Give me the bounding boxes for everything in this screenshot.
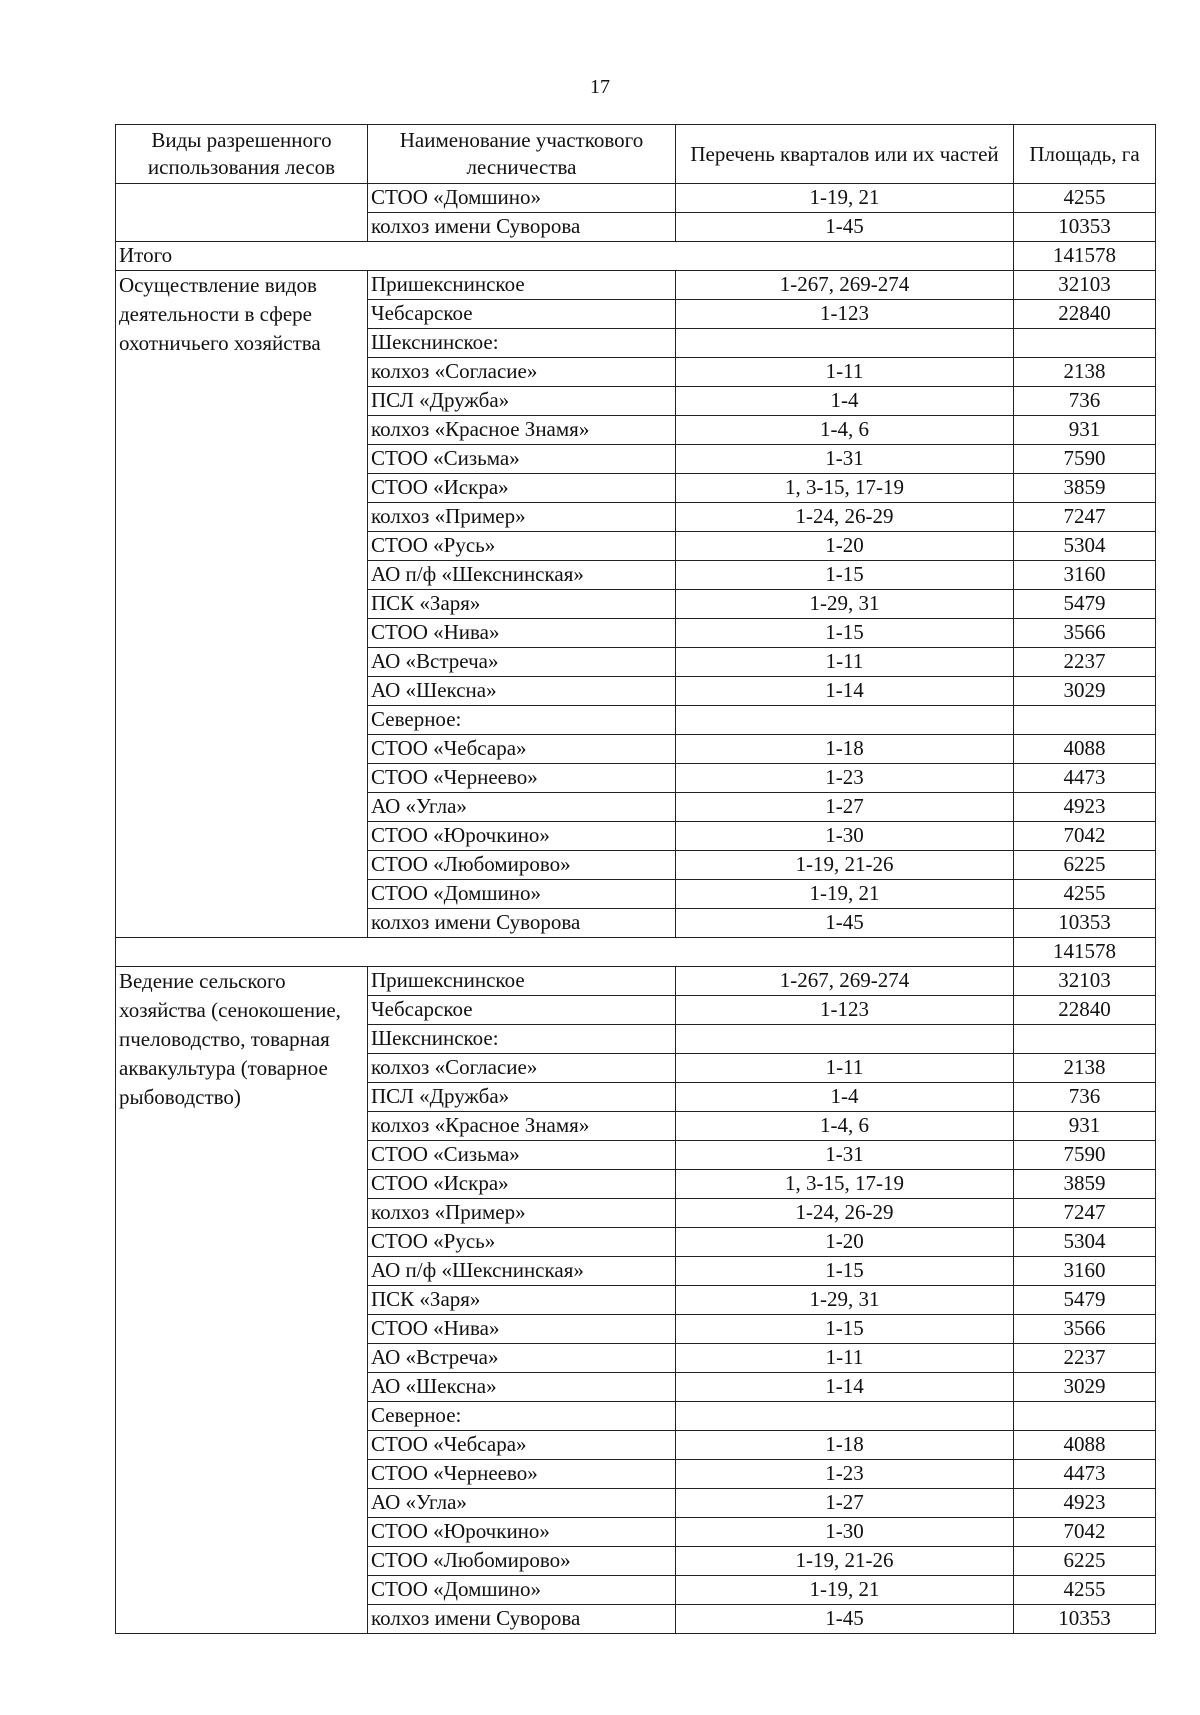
quarters-list: 1-123: [676, 300, 1014, 329]
forestry-name: колхоз «Согласие»: [368, 358, 676, 387]
area-value: 931: [1014, 1112, 1156, 1141]
total-area: 141578: [1014, 242, 1156, 271]
quarters-list: 1-29, 31: [676, 590, 1014, 619]
quarters-list: 1-4, 6: [676, 1112, 1014, 1141]
area-value: 931: [1014, 416, 1156, 445]
header-area: Площадь, га: [1014, 125, 1156, 184]
area-value: 2138: [1014, 1054, 1156, 1083]
forestry-name: колхоз «Пример»: [368, 1199, 676, 1228]
quarters-list: [676, 1402, 1014, 1431]
use-type: Ведение сельского хозяйства (сенокошение, пчеловодство, товарная аквакультура (товарное рыбоводство): [116, 967, 368, 1634]
forestry-name: Северное:: [368, 706, 676, 735]
quarters-list: 1-45: [676, 1605, 1014, 1634]
forestry-name: Чебсарское: [368, 300, 676, 329]
forestry-name: СТОО «Домшино»: [368, 1576, 676, 1605]
total-row: [116, 242, 1156, 271]
quarters-list: 1-19, 21-26: [676, 851, 1014, 880]
area-value: 7247: [1014, 1199, 1156, 1228]
area-value: 7042: [1014, 1518, 1156, 1547]
area-value: 10353: [1014, 213, 1156, 242]
forestry-name: АО «Встреча»: [368, 1344, 676, 1373]
area-value: [1014, 1025, 1156, 1054]
forestry-name: СТОО «Сизьма»: [368, 445, 676, 474]
forestry-name: СТОО «Русь»: [368, 1228, 676, 1257]
area-value: 3160: [1014, 1257, 1156, 1286]
quarters-list: 1-15: [676, 1315, 1014, 1344]
quarters-list: 1-19, 21: [676, 1576, 1014, 1605]
quarters-list: 1-18: [676, 1431, 1014, 1460]
table-row: [116, 271, 1156, 300]
area-value: 5304: [1014, 532, 1156, 561]
forestry-name: СТОО «Чернеево»: [368, 1460, 676, 1489]
forestry-name: СТОО «Искра»: [368, 1170, 676, 1199]
forestry-name: колхоз «Согласие»: [368, 1054, 676, 1083]
forestry-name: Пришекснинское: [368, 967, 676, 996]
quarters-list: 1, 3-15, 17-19: [676, 1170, 1014, 1199]
area-value: 2138: [1014, 358, 1156, 387]
quarters-list: [676, 1025, 1014, 1054]
forestry-name: колхоз «Красное Знамя»: [368, 416, 676, 445]
quarters-list: 1-19, 21: [676, 184, 1014, 213]
forestry-name: СТОО «Юрочкино»: [368, 822, 676, 851]
quarters-list: 1, 3-15, 17-19: [676, 474, 1014, 503]
forestry-name: АО п/ф «Шекснинская»: [368, 1257, 676, 1286]
area-value: [1014, 329, 1156, 358]
forestry-name: Шекснинское:: [368, 1025, 676, 1054]
quarters-list: 1-14: [676, 677, 1014, 706]
area-value: 4255: [1014, 184, 1156, 213]
area-value: 4473: [1014, 1460, 1156, 1489]
quarters-list: 1-11: [676, 1054, 1014, 1083]
forestry-name: АО «Угла»: [368, 1489, 676, 1518]
quarters-list: 1-4, 6: [676, 416, 1014, 445]
forestry-name: колхоз имени Суворова: [368, 909, 676, 938]
forestry-name: СТОО «Сизьма»: [368, 1141, 676, 1170]
area-value: 3029: [1014, 677, 1156, 706]
area-value: 4923: [1014, 1489, 1156, 1518]
quarters-list: 1-20: [676, 532, 1014, 561]
quarters-list: 1-15: [676, 561, 1014, 590]
area-value: 7247: [1014, 503, 1156, 532]
quarters-list: 1-4: [676, 387, 1014, 416]
forestry-name: колхоз «Красное Знамя»: [368, 1112, 676, 1141]
area-value: 3566: [1014, 619, 1156, 648]
forestry-name: СТОО «Искра»: [368, 474, 676, 503]
quarters-list: 1-20: [676, 1228, 1014, 1257]
area-value: 4473: [1014, 764, 1156, 793]
area-value: 736: [1014, 1083, 1156, 1112]
area-value: [1014, 706, 1156, 735]
area-value: 7590: [1014, 1141, 1156, 1170]
area-value: 3029: [1014, 1373, 1156, 1402]
forestry-name: СТОО «Домшино»: [368, 184, 676, 213]
area-value: 22840: [1014, 996, 1156, 1025]
area-value: 10353: [1014, 1605, 1156, 1634]
quarters-list: 1-24, 26-29: [676, 1199, 1014, 1228]
forestry-name: АО «Встреча»: [368, 648, 676, 677]
area-value: 2237: [1014, 648, 1156, 677]
quarters-list: 1-123: [676, 996, 1014, 1025]
quarters-list: 1-15: [676, 619, 1014, 648]
quarters-list: 1-30: [676, 1518, 1014, 1547]
area-value: 5479: [1014, 1286, 1156, 1315]
area-value: 32103: [1014, 967, 1156, 996]
area-value: 5479: [1014, 590, 1156, 619]
total-label: Итого: [116, 242, 1014, 271]
forestry-name: СТОО «Чебсара»: [368, 735, 676, 764]
forestry-name: колхоз имени Суворова: [368, 213, 676, 242]
quarters-list: 1-11: [676, 648, 1014, 677]
forestry-name: СТОО «Домшино»: [368, 880, 676, 909]
area-value: 4088: [1014, 1431, 1156, 1460]
header-name: Наименование участкового лесничества: [368, 125, 676, 184]
use-type: Осуществление видов деятельности в сфере охотничьего хозяйства: [116, 271, 368, 938]
quarters-list: 1-4: [676, 1083, 1014, 1112]
area-value: 6225: [1014, 851, 1156, 880]
area-value: 3566: [1014, 1315, 1156, 1344]
area-value: 4923: [1014, 793, 1156, 822]
forestry-name: СТОО «Любомирово»: [368, 1547, 676, 1576]
area-value: 3859: [1014, 474, 1156, 503]
quarters-list: 1-45: [676, 909, 1014, 938]
quarters-list: 1-11: [676, 1344, 1014, 1373]
quarters-list: 1-14: [676, 1373, 1014, 1402]
area-value: 4255: [1014, 1576, 1156, 1605]
area-value: 4255: [1014, 880, 1156, 909]
forestry-name: СТОО «Нива»: [368, 1315, 676, 1344]
quarters-list: 1-29, 31: [676, 1286, 1014, 1315]
subtotal-label-empty: [116, 938, 1014, 967]
forestry-name: Пришекснинское: [368, 271, 676, 300]
area-value: 2237: [1014, 1344, 1156, 1373]
area-value: 3859: [1014, 1170, 1156, 1199]
forestry-name: АО «Шексна»: [368, 677, 676, 706]
area-value: 7590: [1014, 445, 1156, 474]
forestry-name: ПСК «Заря»: [368, 1286, 676, 1315]
quarters-list: 1-23: [676, 764, 1014, 793]
forestry-name: Чебсарское: [368, 996, 676, 1025]
area-value: 22840: [1014, 300, 1156, 329]
quarters-list: [676, 329, 1014, 358]
table-body: [116, 184, 1156, 1634]
table-header-row: [116, 125, 1156, 184]
quarters-list: 1-27: [676, 1489, 1014, 1518]
forest-use-table: [115, 124, 1156, 1634]
quarters-list: 1-31: [676, 1141, 1014, 1170]
forestry-name: колхоз «Пример»: [368, 503, 676, 532]
forestry-name: Северное:: [368, 1402, 676, 1431]
forestry-name: АО п/ф «Шекснинская»: [368, 561, 676, 590]
forestry-name: ПСЛ «Дружба»: [368, 1083, 676, 1112]
subtotal-row: [116, 938, 1156, 967]
header-use: Виды разрешенного использования лесов: [116, 125, 368, 184]
forestry-name: Шекснинское:: [368, 329, 676, 358]
forestry-name: ПСК «Заря»: [368, 590, 676, 619]
quarters-list: [676, 706, 1014, 735]
area-value: [1014, 1402, 1156, 1431]
quarters-list: 1-267, 269-274: [676, 271, 1014, 300]
quarters-list: 1-30: [676, 822, 1014, 851]
forestry-name: СТОО «Любомирово»: [368, 851, 676, 880]
quarters-list: 1-15: [676, 1257, 1014, 1286]
forestry-name: СТОО «Нива»: [368, 619, 676, 648]
subtotal-area: 141578: [1014, 938, 1156, 967]
area-value: 32103: [1014, 271, 1156, 300]
quarters-list: 1-19, 21: [676, 880, 1014, 909]
area-value: 5304: [1014, 1228, 1156, 1257]
quarters-list: 1-19, 21-26: [676, 1547, 1014, 1576]
quarters-list: 1-23: [676, 1460, 1014, 1489]
area-value: 4088: [1014, 735, 1156, 764]
forestry-name: АО «Шексна»: [368, 1373, 676, 1402]
use-cell-empty: [116, 184, 368, 242]
forestry-name: ПСЛ «Дружба»: [368, 387, 676, 416]
forestry-name: СТОО «Юрочкино»: [368, 1518, 676, 1547]
forestry-name: АО «Угла»: [368, 793, 676, 822]
area-value: 3160: [1014, 561, 1156, 590]
area-value: 7042: [1014, 822, 1156, 851]
header-quarters: Перечень кварталов или их частей: [676, 125, 1014, 184]
quarters-list: 1-267, 269-274: [676, 967, 1014, 996]
area-value: 6225: [1014, 1547, 1156, 1576]
forestry-name: СТОО «Чебсара»: [368, 1431, 676, 1460]
table-row: [116, 184, 1156, 213]
forestry-name: СТОО «Чернеево»: [368, 764, 676, 793]
quarters-list: 1-45: [676, 213, 1014, 242]
page-number: 17: [590, 76, 610, 98]
quarters-list: 1-18: [676, 735, 1014, 764]
quarters-list: 1-31: [676, 445, 1014, 474]
forestry-name: колхоз имени Суворова: [368, 1605, 676, 1634]
table-row: [116, 967, 1156, 996]
quarters-list: 1-11: [676, 358, 1014, 387]
quarters-list: 1-27: [676, 793, 1014, 822]
area-value: 10353: [1014, 909, 1156, 938]
quarters-list: 1-24, 26-29: [676, 503, 1014, 532]
forestry-name: СТОО «Русь»: [368, 532, 676, 561]
area-value: 736: [1014, 387, 1156, 416]
